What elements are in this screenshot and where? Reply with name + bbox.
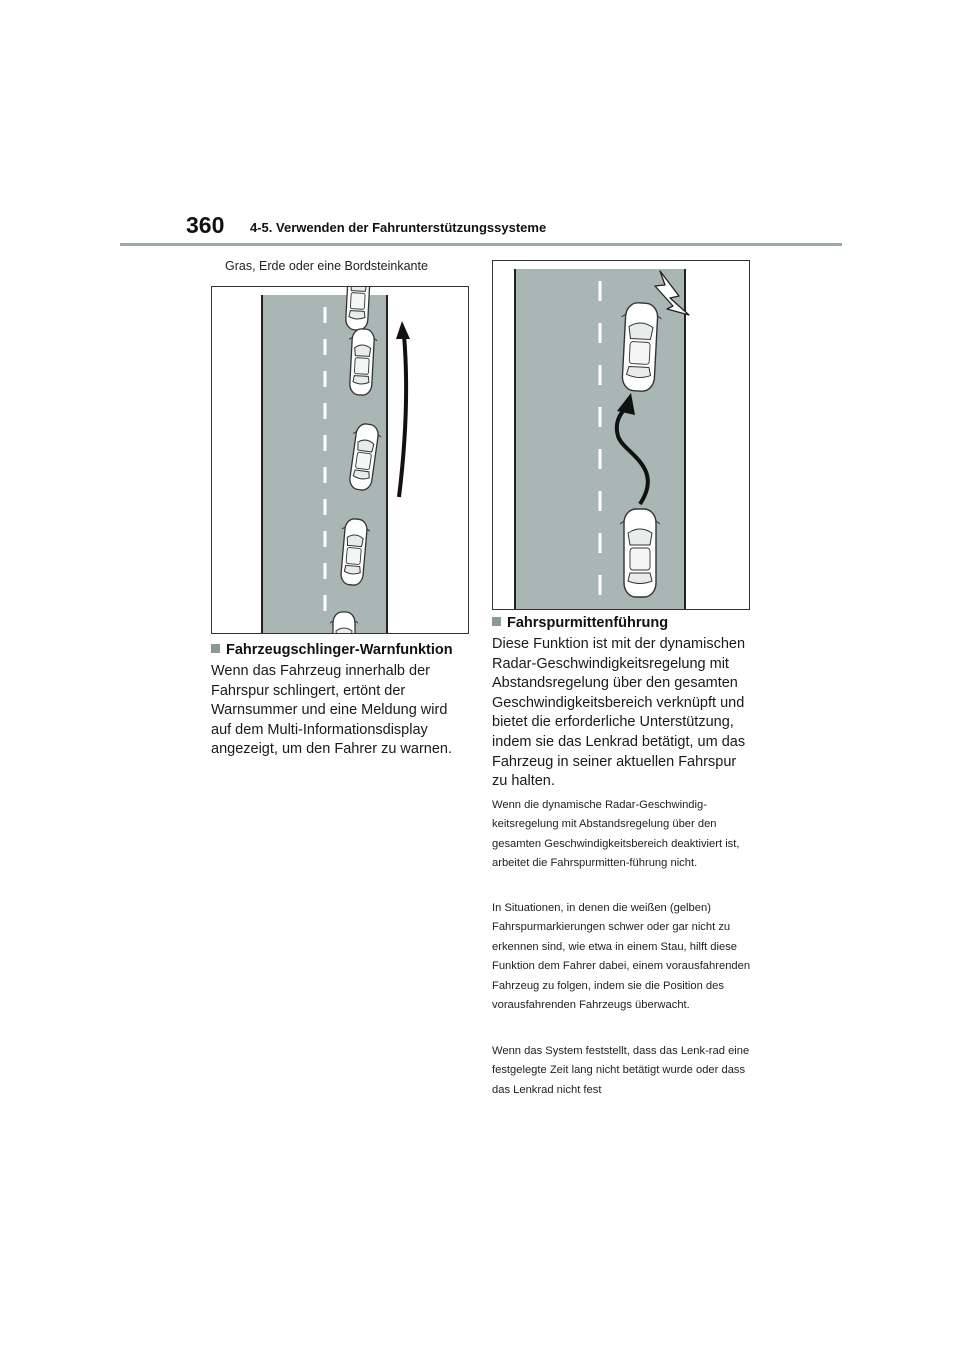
- drift-arrow: [399, 335, 406, 497]
- note-paragraph-3: Wenn das System feststellt, dass das Lenk-rad eine festgelegte Zeit lang nicht betätigt wurde oder dass das Lenkrad nicht fest: [492, 1045, 750, 1096]
- heading-text: Fahrspurmittenführung: [507, 615, 669, 631]
- lane-drift-illustration: [211, 286, 469, 634]
- heading-text: Fahrzeugschlinger-Warnfunktion: [226, 642, 453, 658]
- square-bullet-icon: [211, 644, 220, 653]
- lane-centering-illustration: [492, 260, 750, 610]
- heading-drift-warning: [211, 642, 453, 658]
- caption-text: Gras, Erde oder eine Bordsteinkante: [225, 259, 428, 273]
- square-bullet-icon: [492, 617, 501, 626]
- note-paragraph-1: Wenn die dynamische Radar-Geschwindig-keitsregelung mit Abstandsregelung über den gesamten Geschwindigkeitsbereich deaktiviert ist, arbeitet die Fahrspurmitten-führung nicht.: [492, 799, 740, 870]
- drift-arrow-head: [396, 321, 410, 339]
- header-rule: [120, 243, 842, 246]
- section-title: 4-5. Verwenden der Fahrunterstützungssysteme: [250, 220, 547, 235]
- road-surface: [515, 269, 685, 609]
- page-number: 360: [186, 212, 225, 238]
- heading-lane-centering: [492, 615, 668, 631]
- vehicle-own: [620, 509, 660, 597]
- body-text-lane-centering: Diese Funktion ist mit der dynamischen Radar-Geschwindigkeitsregelung mit Abstandsregelung über den gesamten Geschwindigkeitsbereich verknüpft und bietet die erforderliche Unterstützung, indem sie das Lenkrad betätigt, um das Fahrzeug in seiner aktuellen Fahrspur zu halten.: [492, 636, 746, 790]
- note-paragraph-2: In Situationen, in denen die weißen (gelben) Fahrspurmarkierungen schwer oder gar nicht zu erkennen sind, wie etwa in einem Stau, hilft diese Funktion dem Fahrer dabei, einem vorausfahrenden Fahrzeug zu folgen, indem sie die Position des vorausfahrenden Fahrzeugs überwacht.: [492, 902, 751, 1012]
- body-text-drift-warning: Wenn das Fahrzeug innerhalb der Fahrspur schlingert, ertönt der Warnsummer und eine Meldung wird auf dem Multi-Informationsdisplay angezeigt, um den Fahrer zu warnen.: [211, 663, 452, 758]
